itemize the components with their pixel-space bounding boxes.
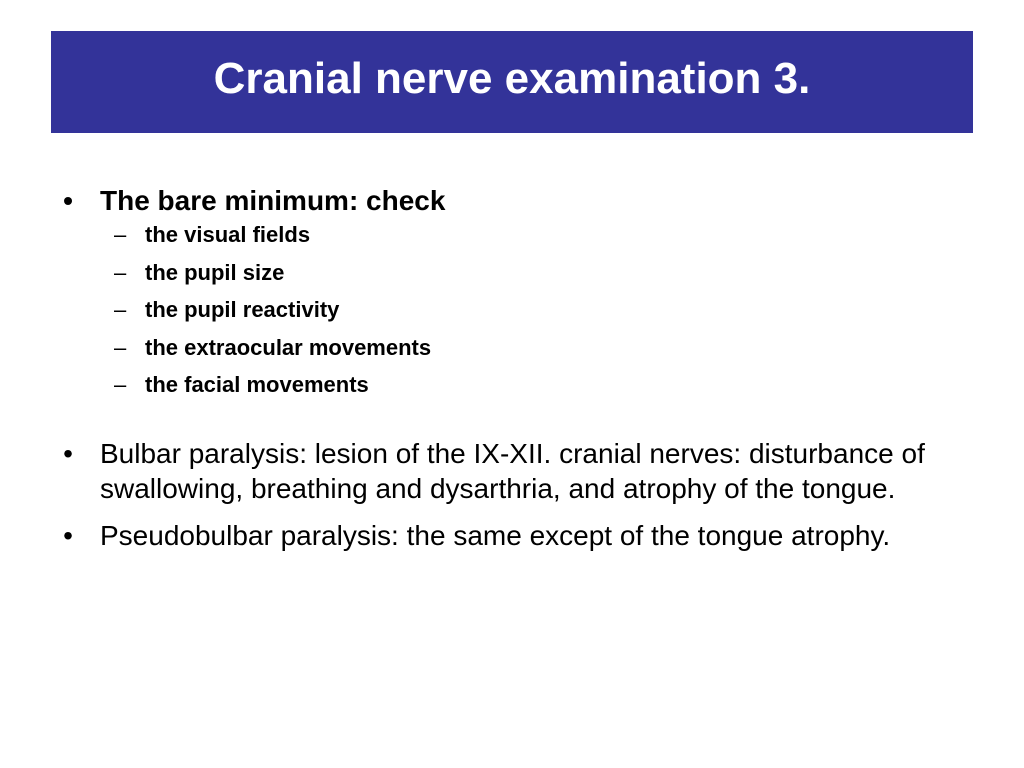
title-bar bbox=[51, 31, 973, 133]
bullet-item bbox=[58, 518, 968, 553]
sub-bullet-item bbox=[58, 260, 968, 285]
bullet-marker: • bbox=[63, 437, 73, 469]
dash-marker: – bbox=[114, 334, 127, 360]
sub-bullet-item bbox=[58, 222, 968, 247]
sub-bullet-text: the visual fields bbox=[145, 222, 311, 247]
slide-title: Cranial nerve examination 3. bbox=[213, 54, 811, 103]
sub-bullet-item bbox=[58, 335, 968, 360]
sub-bullet-text: the facial movements bbox=[145, 372, 369, 397]
sub-bullet-list bbox=[58, 222, 968, 397]
bullet-marker: • bbox=[63, 185, 73, 216]
sub-bullet-item bbox=[58, 297, 968, 322]
bullet-text: Bulbar paralysis: lesion of the IX-XII. cranial nerves: disturbance of swallowing, breathing and dysarthria, and atrophy of the tongue. bbox=[100, 437, 925, 504]
bullet-item bbox=[58, 183, 968, 218]
sub-bullet-text: the pupil reactivity bbox=[145, 297, 340, 322]
sub-bullet-text: the extraocular movements bbox=[145, 334, 432, 360]
bullet-text: Pseudobulbar paralysis: the same except of the tongue atrophy. bbox=[100, 519, 891, 551]
dash-marker: – bbox=[114, 222, 127, 247]
spacer bbox=[58, 410, 968, 436]
slide-content bbox=[58, 183, 968, 565]
sub-bullet-text: the pupil size bbox=[145, 259, 285, 285]
bullet-marker: • bbox=[63, 519, 73, 551]
dash-marker: – bbox=[114, 372, 127, 397]
bullet-text: The bare minimum: check bbox=[100, 185, 446, 216]
dash-marker: – bbox=[114, 297, 127, 322]
bullet-item bbox=[58, 436, 968, 506]
sub-bullet-item bbox=[58, 372, 968, 397]
dash-marker: – bbox=[114, 259, 127, 285]
